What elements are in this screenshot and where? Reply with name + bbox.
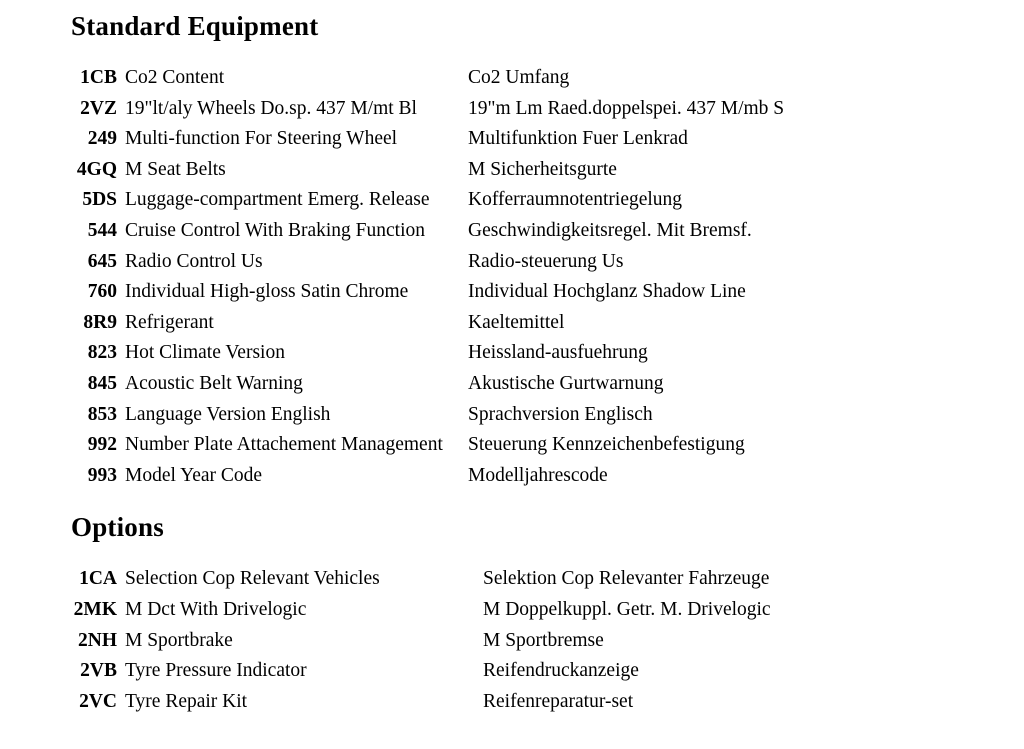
equipment-description-de-wrap (468, 338, 648, 370)
equipment-description-en-wrap (125, 185, 429, 217)
equipment-description-de: Akustische Gurtwarnung (468, 372, 664, 394)
equipment-description-en-wrap (125, 687, 247, 719)
equipment-row (71, 308, 1024, 339)
equipment-row (71, 626, 1024, 657)
equipment-description-de-wrap (468, 430, 745, 462)
equipment-description-en: M Sportbrake (125, 629, 233, 651)
equipment-description-de: Multifunktion Fuer Lenkrad (468, 128, 688, 150)
equipment-row (71, 247, 1024, 278)
equipment-code: 4GQ (76, 158, 117, 180)
equipment-code: 2MK (73, 598, 117, 620)
equipment-description-de: M Doppelkuppl. Getr. M. Drivelogic (483, 598, 771, 620)
equipment-code: 2NH (78, 629, 117, 651)
equipment-description-en: Radio Control Us (125, 250, 263, 272)
equipment-description-de-wrap (468, 63, 569, 95)
equipment-description-de-wrap (483, 626, 604, 658)
equipment-description-de: Selektion Cop Relevanter Fahrzeuge (483, 568, 770, 590)
equipment-description-en: Cruise Control With Braking Function (125, 219, 426, 241)
equipment-description-de: Reifendruckanzeige (483, 660, 639, 682)
equipment-description-de: Radio-steuerung Us (468, 250, 624, 272)
equipment-code: 8R9 (83, 311, 117, 333)
equipment-description-de-wrap (468, 155, 617, 187)
equipment-row (71, 94, 1024, 125)
equipment-row (71, 277, 1024, 308)
equipment-code: 992 (87, 434, 117, 456)
equipment-description-en-wrap (125, 94, 417, 126)
equipment-description-de: Heissland-ausfuehrung (468, 342, 648, 364)
equipment-description-en-wrap (125, 626, 233, 658)
section-title-standard-equipment: Standard Equipment (71, 11, 319, 41)
equipment-description-en-wrap (125, 247, 263, 279)
equipment-row (71, 338, 1024, 369)
equipment-description-de: M Sportbremse (483, 629, 604, 651)
equipment-description-en: Model Year Code (125, 464, 263, 486)
equipment-description-de: Reifenreparatur-set (483, 690, 634, 712)
section-title-options: Options (71, 512, 164, 543)
equipment-description-de-wrap (468, 216, 752, 248)
equipment-description-en-wrap (125, 216, 425, 248)
equipment-description-de-wrap (468, 247, 623, 279)
equipment-code: 1CB (80, 67, 117, 88)
equipment-row (71, 687, 1024, 718)
equipment-description-de: M Sicherheitsgurte (468, 158, 617, 180)
equipment-description-en: Number Plate Attachement Management (125, 434, 443, 456)
equipment-description-de-wrap (468, 124, 688, 156)
equipment-code: 5DS (82, 189, 117, 211)
equipment-description-en-wrap (125, 277, 408, 309)
equipment-description-en-wrap (125, 155, 226, 187)
equipment-description-en: Luggage-compartment Emerg. Release (125, 189, 430, 211)
equipment-code: 2VZ (80, 97, 117, 119)
equipment-code: 645 (87, 250, 117, 272)
equipment-row (71, 63, 1024, 94)
equipment-description-en: Individual High-gloss Satin Chrome (125, 281, 409, 303)
equipment-row (71, 124, 1024, 155)
equipment-description-de-wrap (483, 595, 771, 627)
equipment-description-de: Sprachversion Englisch (468, 403, 653, 425)
equipment-description-en: Multi-function For Steering Wheel (125, 128, 398, 150)
equipment-description-en: Language Version English (125, 403, 331, 425)
equipment-description-en-wrap (125, 369, 303, 401)
options-list (71, 564, 1024, 717)
equipment-code: 2VB (80, 660, 117, 682)
equipment-code: 1CA (79, 568, 117, 590)
equipment-description-en: Co2 Content (125, 67, 225, 88)
equipment-row (71, 155, 1024, 186)
equipment-description-de-wrap (483, 564, 769, 596)
equipment-description-de-wrap (468, 94, 784, 126)
equipment-description-de-wrap (468, 461, 608, 493)
standard-equipment-list (71, 63, 1024, 491)
equipment-description-de: Modelljahrescode (468, 464, 608, 486)
equipment-description-de: Kaeltemittel (468, 311, 565, 333)
equipment-code: 853 (87, 403, 117, 425)
equipment-row (71, 430, 1024, 461)
equipment-description-de: Steuerung Kennzeichenbefestigung (468, 434, 745, 456)
equipment-description-en-wrap (125, 338, 285, 370)
equipment-description-en-wrap (125, 461, 262, 493)
equipment-code: 2VC (79, 690, 117, 712)
equipment-description-en-wrap (125, 595, 306, 627)
equipment-description-de-wrap (468, 308, 564, 340)
equipment-description-en: Refrigerant (125, 311, 214, 333)
equipment-row (71, 461, 1024, 492)
equipment-description-en: Tyre Pressure Indicator (125, 660, 307, 682)
equipment-description-en-wrap (125, 656, 307, 688)
equipment-description-en-wrap (125, 63, 224, 95)
equipment-description-de: Co2 Umfang (468, 67, 570, 88)
equipment-code: 249 (87, 128, 117, 150)
equipment-description-en: 19"lt/aly Wheels Do.sp. 437 M/mt Bl (125, 97, 417, 119)
equipment-description-de-wrap (468, 277, 746, 309)
equipment-description-de: Geschwindigkeitsregel. Mit Bremsf. (468, 219, 752, 241)
equipment-code: 760 (87, 281, 117, 303)
equipment-description-de: Individual Hochglanz Shadow Line (468, 281, 746, 303)
equipment-description-de-wrap (483, 687, 633, 719)
equipment-description-de-wrap (468, 185, 682, 217)
equipment-description-de-wrap (468, 369, 664, 401)
equipment-row (71, 369, 1024, 400)
equipment-description-en: Hot Climate Version (125, 342, 285, 364)
equipment-code: 845 (87, 372, 117, 394)
equipment-description-de: 19"m Lm Raed.doppelspei. 437 M/mb S (468, 97, 785, 119)
equipment-code: 823 (87, 342, 117, 364)
equipment-description-en-wrap (125, 308, 214, 340)
equipment-row (71, 564, 1024, 595)
equipment-row (71, 216, 1024, 247)
equipment-description-en: M Dct With Drivelogic (125, 598, 307, 620)
equipment-description-en-wrap (125, 124, 397, 156)
equipment-code: 544 (87, 219, 117, 241)
equipment-description-en: Selection Cop Relevant Vehicles (125, 568, 380, 590)
equipment-description-en-wrap (125, 564, 380, 596)
equipment-description-en-wrap (125, 430, 443, 462)
equipment-description-de-wrap (483, 656, 639, 688)
equipment-row (71, 595, 1024, 626)
equipment-description-en: Acoustic Belt Warning (125, 372, 303, 394)
equipment-row (71, 185, 1024, 216)
equipment-description-en: M Seat Belts (125, 158, 226, 180)
equipment-code: 993 (87, 464, 117, 486)
section-options (0, 491, 1024, 717)
equipment-description-en: Tyre Repair Kit (125, 690, 248, 712)
equipment-row (71, 400, 1024, 431)
equipment-description-en-wrap (125, 400, 330, 432)
equipment-description-de: Kofferraumnotentriegelung (468, 189, 683, 211)
equipment-row (71, 656, 1024, 687)
equipment-description-de-wrap (468, 400, 653, 432)
